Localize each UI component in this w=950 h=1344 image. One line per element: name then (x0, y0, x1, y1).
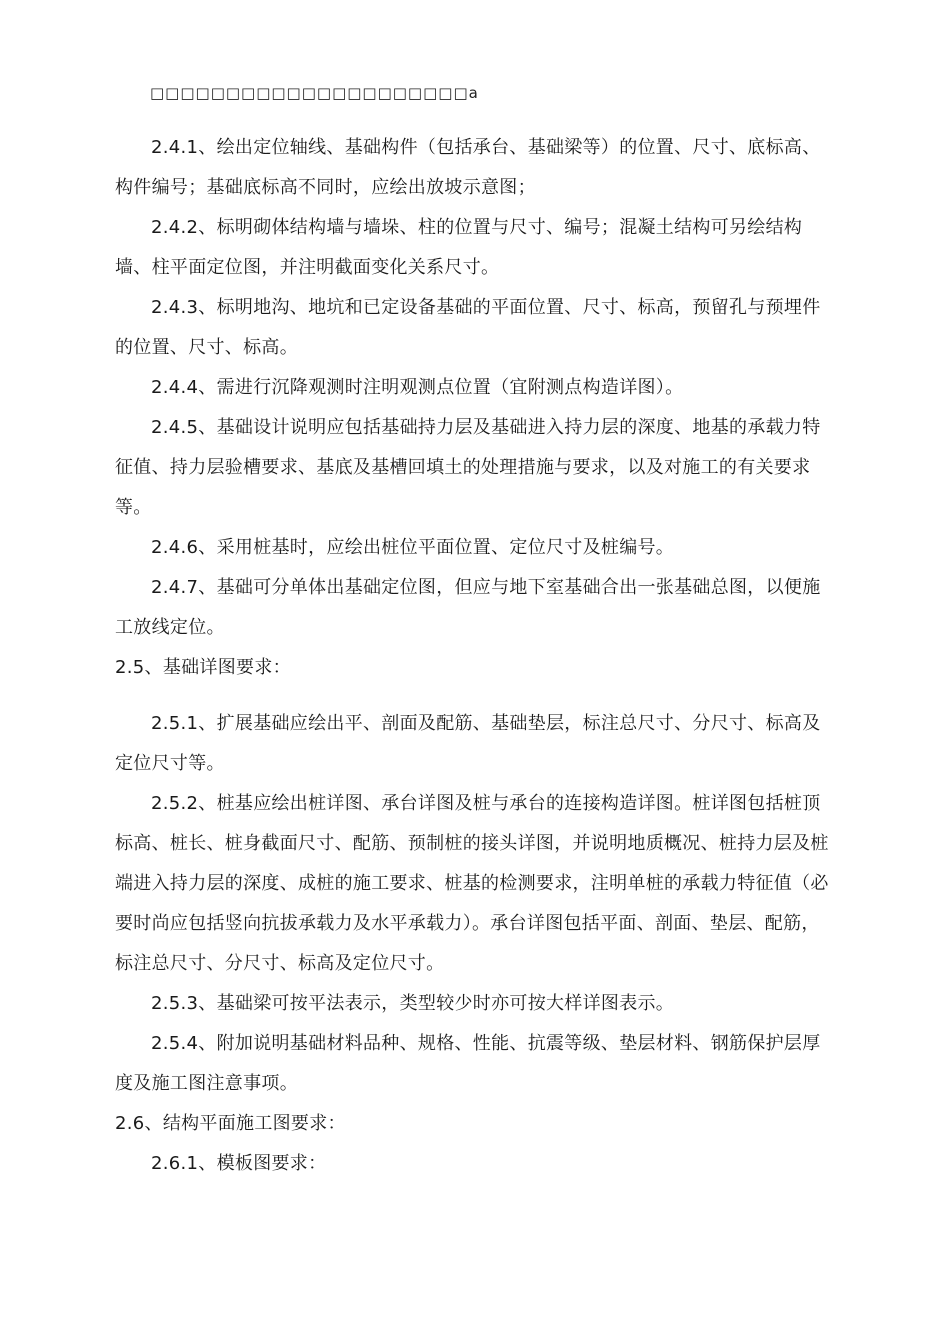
section-heading-2-5: 2.5、基础详图要求： (115, 657, 291, 678)
paragraph-2-4-2: 2.4.2、标明砌体结构墙与墙垛、柱的位置与尺寸、编号；混凝土结构可另绘结构墙、柱平面定位图，并注明截面变化关系尺寸。 (115, 217, 803, 278)
paragraph-2-5-1: 2.5.1、扩展基础应绘出平、剖面及配筋、基础垫层，标注总尺寸、分尺寸、标高及定位尺寸等。 (115, 713, 821, 774)
paragraph-2-4-7: 2.4.7、基础可分单体出基础定位图，但应与地下室基础合出一张基础总图，以便施工放线定位。 (115, 577, 821, 638)
paragraph-2-4-6: 2.4.6、采用桩基时，应绘出桩位平面位置、定位尺寸及桩编号。 (151, 537, 675, 558)
garbled-header-text: □□□□□□□□□□□□□□□□□□□□□a (150, 84, 479, 102)
paragraph-2-4-1: 2.4.1、绘出定位轴线、基础构件（包括承台、基础梁等）的位置、尺寸、底标高、构件编号；基础底标高不同时，应绘出放坡示意图； (115, 137, 821, 198)
paragraph-2-5-4: 2.5.4、附加说明基础材料品种、规格、性能、抗震等级、垫层材料、钢筋保护层厚度及施工图注意事项。 (115, 1033, 821, 1094)
paragraph-2-6-1: 2.6.1、模板图要求： (151, 1153, 327, 1174)
paragraph-2-4-4: 2.4.4、需进行沉降观测时注明观测点位置（宜附测点构造详图）。 (151, 377, 684, 398)
section-heading-2-6: 2.6、结构平面施工图要求： (115, 1113, 346, 1134)
paragraph-2-5-3: 2.5.3、基础梁可按平法表示，类型较少时亦可按大样详图表示。 (151, 993, 675, 1014)
paragraph-2-4-3: 2.4.3、标明地沟、地坑和已定设备基础的平面位置、尺寸、标高，预留孔与预埋件的位置、尺寸、标高。 (115, 297, 821, 358)
paragraph-2-4-5: 2.4.5、基础设计说明应包括基础持力层及基础进入持力层的深度、地基的承载力特征值、持力层验槽要求、基底及基槽回填土的处理措施与要求，以及对施工的有关要求等。 (115, 417, 821, 518)
paragraph-2-5-2: 2.5.2、桩基应绘出桩详图、承台详图及桩与承台的连接构造详图。桩详图包括桩顶标高、桩长、桩身截面尺寸、配筋、预制桩的接头详图，并说明地质概况、桩持力层及桩端进入持力层的深度、成桩的施工要求、桩基的检测要求，注明单桩的承载力特征值（必要时尚应包括竖向抗拔承载力及水平承载力）。承台详图包括平面、剖面、垫层、配筋，标注总尺寸、分尺寸、标高及定位尺寸。 (115, 793, 829, 974)
